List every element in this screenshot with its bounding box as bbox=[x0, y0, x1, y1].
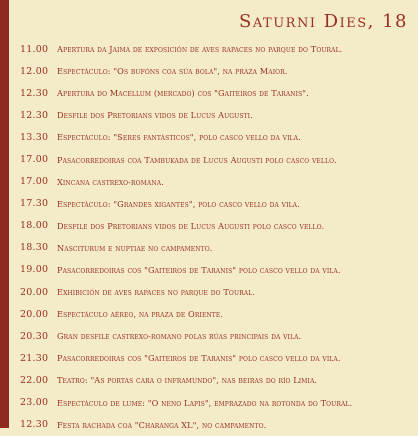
event-description: Teatro: "As portas cara o inframundo", nas beiras do río Limia. bbox=[57, 375, 318, 386]
event-time: 17.00 bbox=[20, 154, 49, 166]
event-time: 17.00 bbox=[20, 176, 49, 188]
schedule-row bbox=[20, 325, 414, 347]
event-description: Gran desfile castrexo-romano polas rúas principais da vila. bbox=[57, 331, 302, 342]
event-description: Espectáculo: "Grandes xigantes", polo casco vello da vila. bbox=[57, 198, 300, 209]
schedule-row bbox=[20, 347, 414, 369]
event-description: Pasacorredoiras cos "Gaiteiros de Taranis" polo casco vello da vila. bbox=[57, 353, 341, 364]
event-time: 20.30 bbox=[20, 330, 49, 342]
event-time: 13.30 bbox=[20, 131, 49, 143]
schedule-row bbox=[20, 369, 414, 391]
schedule-row bbox=[20, 126, 414, 148]
event-time: 12.00 bbox=[20, 65, 49, 77]
event-description: Espectáculo aéreo, na praza de Oriente. bbox=[57, 309, 224, 320]
event-description: Desfile dos Pretorians vidos de Lucus Augusti polo casco vello. bbox=[57, 220, 325, 231]
schedule-row bbox=[20, 237, 414, 259]
schedule-row bbox=[20, 193, 414, 215]
schedule-row bbox=[20, 414, 414, 436]
event-time: 23.00 bbox=[20, 397, 49, 409]
event-time: 11.00 bbox=[20, 43, 49, 55]
schedule-row bbox=[20, 215, 414, 237]
left-decorative-band bbox=[0, 0, 9, 428]
event-description: Desfile dos Pretorians vidos de Lucus Augusti. bbox=[57, 110, 253, 121]
event-description: Xincana castrexo-romana. bbox=[57, 176, 164, 187]
event-time: 19.00 bbox=[20, 264, 49, 276]
schedule-row bbox=[20, 82, 414, 104]
schedule-row bbox=[20, 303, 414, 325]
event-time: 21.30 bbox=[20, 352, 49, 364]
schedule-row bbox=[20, 392, 414, 414]
schedule-row bbox=[20, 38, 414, 60]
event-description: Espectáculo: "Os bufóns coa súa bola", na praza Maior. bbox=[57, 66, 288, 77]
event-time: 12.30 bbox=[20, 419, 49, 431]
event-description: Apertura do Macellum (mercado) cos "Gaiteiros de Taranis". bbox=[57, 88, 309, 99]
event-description: Espectáculo de lume: "O neno Lapis", emprazado na rotonda do Toural. bbox=[57, 397, 353, 408]
event-description: Pasacorredoiras cos "Gaiteiros de Taranis" polo casco vello da vila. bbox=[57, 264, 341, 275]
schedule-row bbox=[20, 104, 414, 126]
event-description: Pasacorredoiras coa Tambukada de Lucus Augusti polo casco vello. bbox=[57, 154, 337, 165]
event-time: 12.30 bbox=[20, 109, 49, 121]
schedule-row bbox=[20, 281, 414, 303]
event-time: 22.00 bbox=[20, 374, 49, 386]
event-description: Festa rachada coa "Charanga XL", no campamento. bbox=[57, 419, 267, 430]
schedule-row bbox=[20, 259, 414, 281]
event-time: 12.30 bbox=[20, 87, 49, 99]
event-time: 20.00 bbox=[20, 308, 49, 320]
event-schedule bbox=[20, 38, 414, 436]
event-time: 17.30 bbox=[20, 198, 49, 210]
event-description: Espectáculo: "Seres fantásticos", polo casco vello da vila. bbox=[57, 132, 301, 143]
schedule-row bbox=[20, 60, 414, 82]
event-description: Apertura da Jaima de exposición de aves rapaces no parque do Toural. bbox=[57, 44, 343, 55]
event-time: 20.00 bbox=[20, 286, 49, 298]
schedule-row bbox=[20, 148, 414, 170]
event-time: 18.00 bbox=[20, 220, 49, 232]
event-time: 18.30 bbox=[20, 242, 49, 254]
event-description: Exhibición de aves rapaces no parque do Toural. bbox=[57, 287, 255, 298]
schedule-row bbox=[20, 171, 414, 193]
page-title: Saturni Dies, 18 bbox=[239, 11, 408, 32]
event-description: Nasciturum e nuptiae no campamento. bbox=[57, 242, 213, 253]
